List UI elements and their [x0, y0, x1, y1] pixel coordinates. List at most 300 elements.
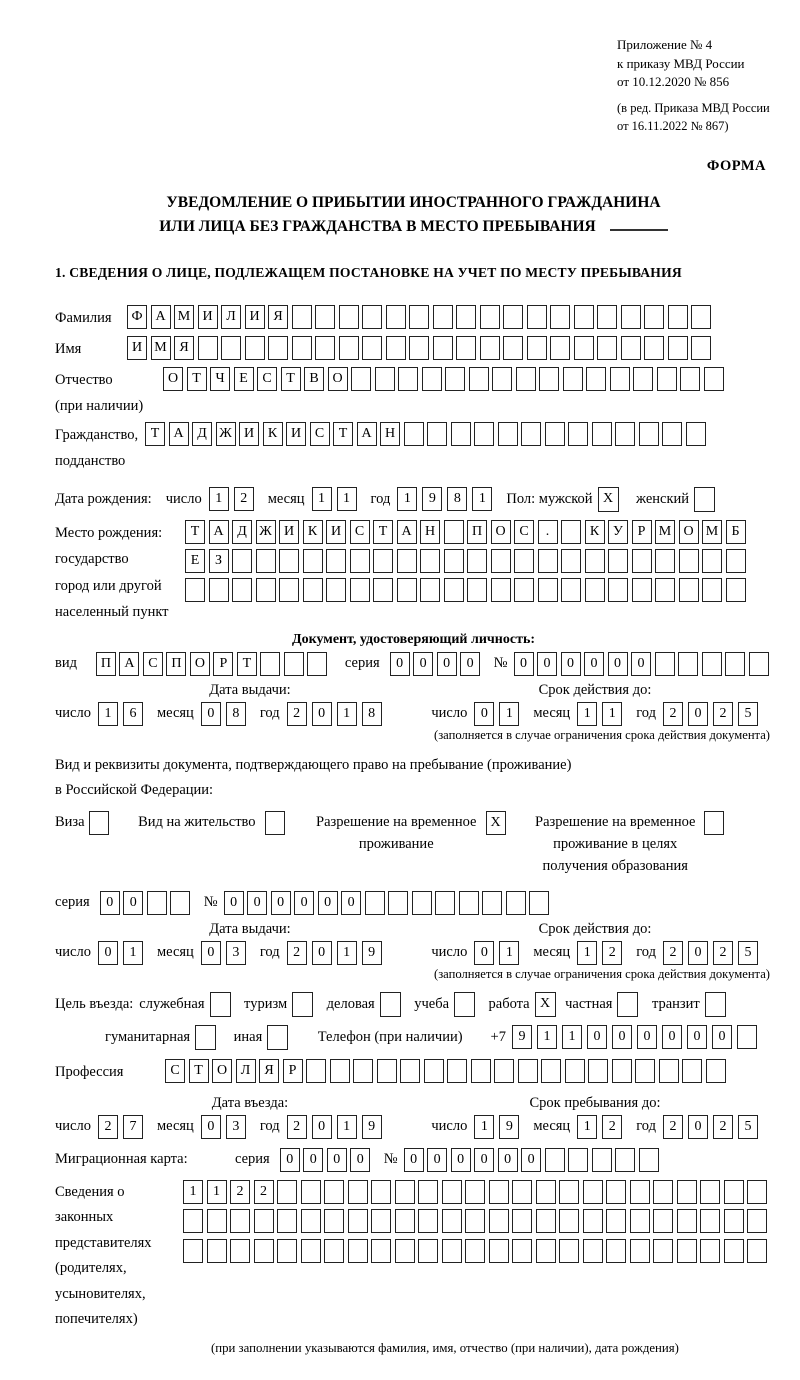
char-box[interactable]	[615, 1148, 635, 1172]
char-box[interactable]: О	[190, 652, 210, 676]
char-box[interactable]: 0	[201, 1115, 221, 1139]
char-box[interactable]	[170, 891, 190, 915]
char-box[interactable]	[371, 1180, 391, 1204]
char-box[interactable]: 9	[422, 487, 442, 511]
char-box[interactable]	[691, 336, 711, 360]
char-box[interactable]: З	[209, 549, 229, 573]
char-box[interactable]: 0	[341, 891, 361, 915]
char-box[interactable]	[662, 422, 682, 446]
char-box[interactable]	[301, 1180, 321, 1204]
char-box[interactable]	[644, 336, 664, 360]
char-box[interactable]: И	[239, 422, 259, 446]
char-box[interactable]	[516, 367, 536, 391]
char-box[interactable]: А	[357, 422, 377, 446]
char-box[interactable]: 2	[713, 702, 733, 726]
char-box[interactable]: 1	[577, 1115, 597, 1139]
char-box[interactable]: С	[310, 422, 330, 446]
char-box[interactable]	[301, 1239, 321, 1263]
char-box[interactable]	[420, 549, 440, 573]
char-box[interactable]	[632, 578, 652, 602]
char-box[interactable]	[583, 1209, 603, 1233]
char-box[interactable]	[444, 549, 464, 573]
char-box[interactable]	[491, 549, 511, 573]
char-box[interactable]	[633, 367, 653, 391]
char-box[interactable]: П	[96, 652, 116, 676]
char-box[interactable]: 2	[287, 702, 307, 726]
char-box[interactable]	[409, 305, 429, 329]
char-box[interactable]: Р	[283, 1059, 303, 1083]
char-box[interactable]	[147, 891, 167, 915]
char-box[interactable]	[465, 1209, 485, 1233]
char-box[interactable]	[489, 1209, 509, 1233]
char-box[interactable]	[330, 1059, 350, 1083]
char-box[interactable]: Н	[420, 520, 440, 544]
char-box[interactable]	[659, 1059, 679, 1083]
char-box[interactable]: К	[585, 520, 605, 544]
char-box[interactable]: И	[127, 336, 147, 360]
char-box[interactable]	[653, 1180, 673, 1204]
char-box[interactable]: 0	[318, 891, 338, 915]
char-box[interactable]: 0	[498, 1148, 518, 1172]
char-box[interactable]: В	[304, 367, 324, 391]
char-box[interactable]: 0	[608, 652, 628, 676]
char-box[interactable]	[655, 549, 675, 573]
char-box[interactable]: 1	[207, 1180, 227, 1204]
char-box[interactable]	[303, 578, 323, 602]
char-box[interactable]	[700, 1180, 720, 1204]
char-box[interactable]	[586, 367, 606, 391]
char-box[interactable]	[442, 1180, 462, 1204]
char-box[interactable]	[474, 422, 494, 446]
char-box[interactable]: 0	[631, 652, 651, 676]
char-box[interactable]	[418, 1180, 438, 1204]
char-box[interactable]: М	[702, 520, 722, 544]
char-box[interactable]: 0	[662, 1025, 682, 1049]
char-box[interactable]: 0	[98, 941, 118, 965]
char-box[interactable]	[677, 1239, 697, 1263]
char-box[interactable]: А	[397, 520, 417, 544]
char-box[interactable]: С	[165, 1059, 185, 1083]
char-box[interactable]: М	[655, 520, 675, 544]
char-box[interactable]	[608, 578, 628, 602]
char-box[interactable]: С	[257, 367, 277, 391]
char-box[interactable]: Е	[185, 549, 205, 573]
char-box[interactable]: 1	[337, 487, 357, 511]
char-box[interactable]	[512, 1239, 532, 1263]
char-box[interactable]	[678, 652, 698, 676]
char-box[interactable]	[433, 336, 453, 360]
char-box[interactable]	[315, 336, 335, 360]
char-box[interactable]	[653, 1209, 673, 1233]
char-box[interactable]	[465, 1239, 485, 1263]
char-box[interactable]	[268, 336, 288, 360]
char-box[interactable]	[749, 652, 769, 676]
char-box[interactable]	[529, 891, 549, 915]
char-box[interactable]	[209, 578, 229, 602]
char-box[interactable]	[550, 336, 570, 360]
char-box[interactable]	[527, 336, 547, 360]
char-box[interactable]: 0	[123, 891, 143, 915]
char-box[interactable]	[677, 1209, 697, 1233]
char-box[interactable]: 2	[230, 1180, 250, 1204]
char-box[interactable]	[726, 578, 746, 602]
char-box[interactable]	[704, 811, 724, 835]
char-box[interactable]: Ж	[216, 422, 236, 446]
char-box[interactable]	[680, 367, 700, 391]
char-box[interactable]: Д	[232, 520, 252, 544]
char-box[interactable]	[559, 1239, 579, 1263]
char-box[interactable]: И	[279, 520, 299, 544]
char-box[interactable]: .	[538, 520, 558, 544]
char-box[interactable]	[435, 891, 455, 915]
char-box[interactable]	[326, 549, 346, 573]
char-box[interactable]	[550, 305, 570, 329]
char-box[interactable]	[418, 1239, 438, 1263]
char-box[interactable]	[521, 422, 541, 446]
char-box[interactable]: 1	[537, 1025, 557, 1049]
char-box[interactable]: 0	[451, 1148, 471, 1172]
char-box[interactable]	[677, 1180, 697, 1204]
char-box[interactable]	[724, 1209, 744, 1233]
char-box[interactable]	[185, 578, 205, 602]
char-box[interactable]	[256, 578, 276, 602]
char-box[interactable]: 1	[337, 702, 357, 726]
char-box[interactable]	[195, 1025, 216, 1050]
char-box[interactable]: И	[198, 305, 218, 329]
char-box[interactable]: 0	[561, 652, 581, 676]
char-box[interactable]	[538, 578, 558, 602]
char-box[interactable]	[260, 652, 280, 676]
char-box[interactable]	[398, 367, 418, 391]
char-box[interactable]	[606, 1239, 626, 1263]
char-box[interactable]	[207, 1239, 227, 1263]
char-box[interactable]: 1	[337, 941, 357, 965]
char-box[interactable]	[422, 367, 442, 391]
char-box[interactable]	[503, 305, 523, 329]
char-box[interactable]	[610, 367, 630, 391]
char-box[interactable]	[454, 992, 475, 1017]
char-box[interactable]	[514, 578, 534, 602]
char-box[interactable]: 2	[663, 941, 683, 965]
char-box[interactable]: 0	[712, 1025, 732, 1049]
char-box[interactable]	[388, 891, 408, 915]
char-box[interactable]: Л	[221, 305, 241, 329]
char-box[interactable]	[315, 305, 335, 329]
char-box[interactable]: 0	[514, 652, 534, 676]
char-box[interactable]: 0	[390, 652, 410, 676]
char-box[interactable]	[412, 891, 432, 915]
char-box[interactable]	[702, 652, 722, 676]
char-box[interactable]	[350, 578, 370, 602]
char-box[interactable]: 2	[602, 1115, 622, 1139]
char-box[interactable]: П	[467, 520, 487, 544]
char-box[interactable]: Т	[145, 422, 165, 446]
char-box[interactable]	[494, 1059, 514, 1083]
char-box[interactable]	[254, 1239, 274, 1263]
char-box[interactable]	[541, 1059, 561, 1083]
char-box[interactable]: Е	[234, 367, 254, 391]
char-box[interactable]: Л	[236, 1059, 256, 1083]
char-box[interactable]	[639, 422, 659, 446]
char-box[interactable]: 1	[499, 702, 519, 726]
char-box[interactable]	[465, 1180, 485, 1204]
char-box[interactable]	[301, 1209, 321, 1233]
char-box[interactable]: Т	[373, 520, 393, 544]
char-box[interactable]	[210, 992, 231, 1017]
char-box[interactable]	[545, 422, 565, 446]
char-box[interactable]	[353, 1059, 373, 1083]
char-box[interactable]	[375, 367, 395, 391]
char-box[interactable]: И	[286, 422, 306, 446]
char-box[interactable]: 1	[577, 702, 597, 726]
char-box[interactable]	[267, 1025, 288, 1050]
char-box[interactable]: О	[491, 520, 511, 544]
char-box[interactable]	[583, 1239, 603, 1263]
char-box[interactable]	[420, 578, 440, 602]
char-box[interactable]	[198, 336, 218, 360]
char-box[interactable]	[254, 1209, 274, 1233]
char-box[interactable]	[561, 549, 581, 573]
char-box[interactable]: С	[350, 520, 370, 544]
char-box[interactable]	[277, 1209, 297, 1233]
char-box[interactable]: 0	[327, 1148, 347, 1172]
char-box[interactable]	[380, 992, 401, 1017]
char-box[interactable]	[277, 1239, 297, 1263]
char-box[interactable]	[395, 1209, 415, 1233]
char-box[interactable]	[588, 1059, 608, 1083]
char-box[interactable]	[702, 549, 722, 573]
char-box[interactable]	[348, 1180, 368, 1204]
char-box[interactable]: X	[486, 811, 506, 835]
char-box[interactable]	[700, 1209, 720, 1233]
char-box[interactable]	[585, 578, 605, 602]
char-box[interactable]	[467, 549, 487, 573]
char-box[interactable]: Т	[189, 1059, 209, 1083]
char-box[interactable]: 0	[224, 891, 244, 915]
char-box[interactable]	[377, 1059, 397, 1083]
char-box[interactable]	[424, 1059, 444, 1083]
char-box[interactable]	[279, 549, 299, 573]
char-box[interactable]	[183, 1209, 203, 1233]
char-box[interactable]	[539, 367, 559, 391]
char-box[interactable]: Р	[213, 652, 233, 676]
char-box[interactable]: 1	[472, 487, 492, 511]
char-box[interactable]	[621, 336, 641, 360]
char-box[interactable]	[480, 305, 500, 329]
char-box[interactable]	[489, 1239, 509, 1263]
char-box[interactable]: 1	[577, 941, 597, 965]
char-box[interactable]	[655, 652, 675, 676]
char-box[interactable]	[373, 578, 393, 602]
char-box[interactable]	[303, 549, 323, 573]
char-box[interactable]	[471, 1059, 491, 1083]
char-box[interactable]	[608, 549, 628, 573]
char-box[interactable]	[418, 1209, 438, 1233]
char-box[interactable]	[635, 1059, 655, 1083]
char-box[interactable]	[597, 336, 617, 360]
char-box[interactable]	[679, 549, 699, 573]
char-box[interactable]	[694, 487, 715, 512]
char-box[interactable]	[514, 549, 534, 573]
char-box[interactable]	[444, 578, 464, 602]
char-box[interactable]: 1	[397, 487, 417, 511]
char-box[interactable]: 3	[226, 941, 246, 965]
char-box[interactable]: Р	[632, 520, 652, 544]
char-box[interactable]: 0	[312, 702, 332, 726]
char-box[interactable]: 0	[474, 1148, 494, 1172]
char-box[interactable]	[503, 336, 523, 360]
char-box[interactable]	[404, 422, 424, 446]
char-box[interactable]	[292, 336, 312, 360]
char-box[interactable]: 0	[474, 702, 494, 726]
char-box[interactable]: И	[245, 305, 265, 329]
char-box[interactable]	[518, 1059, 538, 1083]
char-box[interactable]: О	[679, 520, 699, 544]
char-box[interactable]: 1	[562, 1025, 582, 1049]
char-box[interactable]: 0	[303, 1148, 323, 1172]
char-box[interactable]: 1	[312, 487, 332, 511]
char-box[interactable]	[615, 422, 635, 446]
char-box[interactable]	[451, 422, 471, 446]
char-box[interactable]	[574, 336, 594, 360]
char-box[interactable]	[705, 992, 726, 1017]
char-box[interactable]	[568, 422, 588, 446]
char-box[interactable]	[348, 1209, 368, 1233]
char-box[interactable]	[491, 578, 511, 602]
char-box[interactable]: 0	[280, 1148, 300, 1172]
char-box[interactable]	[691, 305, 711, 329]
char-box[interactable]	[447, 1059, 467, 1083]
char-box[interactable]: 1	[98, 702, 118, 726]
char-box[interactable]: И	[326, 520, 346, 544]
char-box[interactable]: М	[151, 336, 171, 360]
char-box[interactable]	[307, 652, 327, 676]
char-box[interactable]: А	[119, 652, 139, 676]
char-box[interactable]: А	[169, 422, 189, 446]
char-box[interactable]: А	[151, 305, 171, 329]
char-box[interactable]	[568, 1148, 588, 1172]
char-box[interactable]: К	[303, 520, 323, 544]
char-box[interactable]	[538, 549, 558, 573]
char-box[interactable]: К	[263, 422, 283, 446]
char-box[interactable]	[350, 549, 370, 573]
char-box[interactable]	[362, 336, 382, 360]
char-box[interactable]	[747, 1209, 767, 1233]
char-box[interactable]	[512, 1209, 532, 1233]
char-box[interactable]: 0	[413, 652, 433, 676]
char-box[interactable]: 0	[201, 702, 221, 726]
char-box[interactable]: 0	[688, 941, 708, 965]
char-box[interactable]	[395, 1239, 415, 1263]
char-box[interactable]: 0	[688, 1115, 708, 1139]
char-box[interactable]	[545, 1148, 565, 1172]
char-box[interactable]: 2	[254, 1180, 274, 1204]
char-box[interactable]: 2	[713, 1115, 733, 1139]
char-box[interactable]: 0	[537, 652, 557, 676]
char-box[interactable]: Т	[237, 652, 257, 676]
char-box[interactable]: 2	[234, 487, 254, 511]
char-box[interactable]	[536, 1209, 556, 1233]
char-box[interactable]	[655, 578, 675, 602]
char-box[interactable]: Ф	[127, 305, 147, 329]
char-box[interactable]: 9	[362, 941, 382, 965]
char-box[interactable]	[489, 1180, 509, 1204]
char-box[interactable]: Т	[185, 520, 205, 544]
char-box[interactable]	[306, 1059, 326, 1083]
char-box[interactable]	[232, 549, 252, 573]
char-box[interactable]: 0	[587, 1025, 607, 1049]
char-box[interactable]	[559, 1180, 579, 1204]
char-box[interactable]: 1	[337, 1115, 357, 1139]
char-box[interactable]	[445, 367, 465, 391]
char-box[interactable]	[592, 422, 612, 446]
char-box[interactable]	[612, 1059, 632, 1083]
char-box[interactable]: 2	[663, 1115, 683, 1139]
char-box[interactable]	[324, 1209, 344, 1233]
char-box[interactable]	[456, 305, 476, 329]
char-box[interactable]	[561, 578, 581, 602]
char-box[interactable]	[559, 1209, 579, 1233]
char-box[interactable]: С	[514, 520, 534, 544]
char-box[interactable]	[639, 1148, 659, 1172]
char-box[interactable]: 7	[123, 1115, 143, 1139]
char-box[interactable]	[630, 1239, 650, 1263]
char-box[interactable]	[371, 1239, 391, 1263]
char-box[interactable]: М	[174, 305, 194, 329]
char-box[interactable]	[536, 1239, 556, 1263]
char-box[interactable]: А	[209, 520, 229, 544]
char-box[interactable]	[324, 1239, 344, 1263]
char-box[interactable]	[747, 1180, 767, 1204]
char-box[interactable]: 2	[287, 1115, 307, 1139]
char-box[interactable]	[397, 549, 417, 573]
char-box[interactable]	[583, 1180, 603, 1204]
char-box[interactable]	[480, 336, 500, 360]
char-box[interactable]	[395, 1180, 415, 1204]
char-box[interactable]: 8	[226, 702, 246, 726]
char-box[interactable]: Ч	[210, 367, 230, 391]
char-box[interactable]	[292, 305, 312, 329]
char-box[interactable]: Н	[380, 422, 400, 446]
char-box[interactable]	[339, 336, 359, 360]
char-box[interactable]	[668, 336, 688, 360]
char-box[interactable]: П	[166, 652, 186, 676]
char-box[interactable]: 0	[247, 891, 267, 915]
char-box[interactable]: 0	[294, 891, 314, 915]
char-box[interactable]: 5	[738, 941, 758, 965]
char-box[interactable]	[433, 305, 453, 329]
char-box[interactable]: 2	[602, 941, 622, 965]
char-box[interactable]: С	[143, 652, 163, 676]
char-box[interactable]	[277, 1180, 297, 1204]
char-box[interactable]: 2	[98, 1115, 118, 1139]
char-box[interactable]	[339, 305, 359, 329]
char-box[interactable]: 1	[602, 702, 622, 726]
char-box[interactable]: 0	[687, 1025, 707, 1049]
char-box[interactable]: 0	[404, 1148, 424, 1172]
char-box[interactable]: 0	[350, 1148, 370, 1172]
char-box[interactable]: 6	[123, 702, 143, 726]
char-box[interactable]: 0	[271, 891, 291, 915]
char-box[interactable]	[373, 549, 393, 573]
char-box[interactable]	[597, 305, 617, 329]
char-box[interactable]	[427, 422, 447, 446]
char-box[interactable]	[565, 1059, 585, 1083]
char-box[interactable]	[492, 367, 512, 391]
char-box[interactable]	[621, 305, 641, 329]
char-box[interactable]: 1	[209, 487, 229, 511]
char-box[interactable]	[536, 1180, 556, 1204]
